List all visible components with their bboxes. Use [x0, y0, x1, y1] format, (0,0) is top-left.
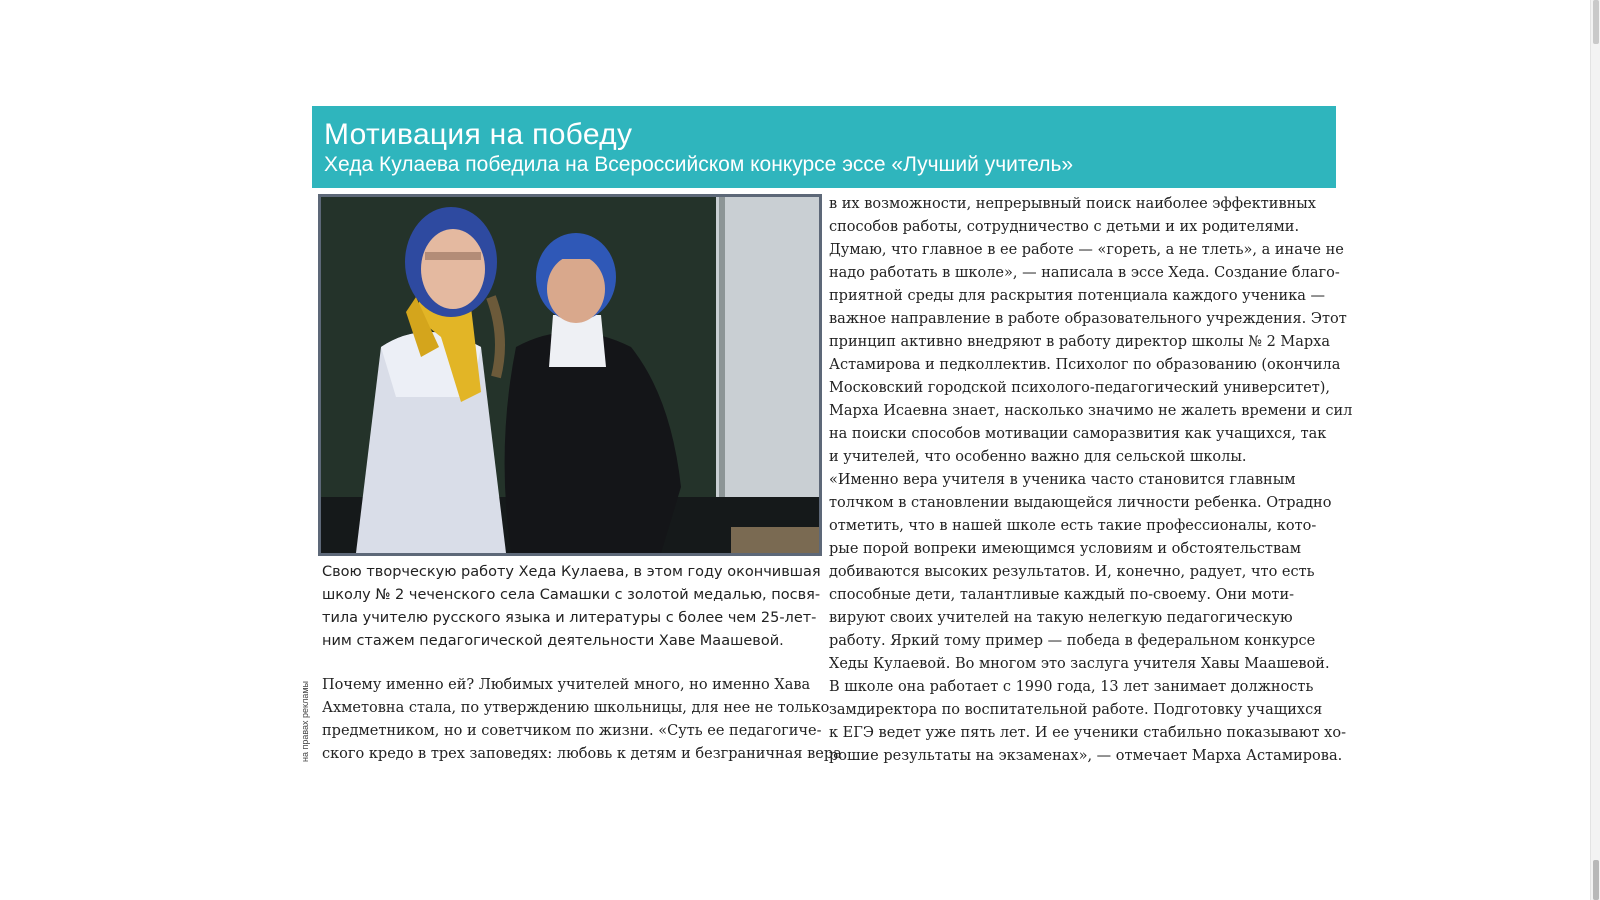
text-line: и учителей, что особенно важно для сельской школы. [829, 449, 1247, 465]
text-line: на поиски способов мотивации саморазвития как учащихся, так [829, 426, 1327, 442]
text-line: Ахметовна стала, по утверждению школьницы, для нее не только [322, 700, 830, 716]
text-line: замдиректора по воспитательной работе. Подготовку учащихся [829, 702, 1323, 718]
article-subtitle: Хеда Кулаева победила на Всероссийском конкурсе эссе «Лучший учитель» [324, 153, 1074, 176]
advertising-note: на правах рекламы [300, 680, 310, 762]
text-line: ского кредо в трех заповедях: любовь к детям и безграничная вера [322, 746, 842, 762]
header-band [312, 106, 1336, 188]
left-column-text [322, 674, 842, 766]
right-column-text [829, 193, 1353, 768]
text-line: отметить, что в нашей школе есть такие профессионалы, кото- [829, 518, 1317, 534]
text-line: Марха Исаевна знает, насколько значимо не жалеть времени и сил [829, 403, 1353, 419]
text-line: надо работать в школе», — написала в эссе Хеда. Создание благо- [829, 265, 1340, 281]
article-title: Мотивация на победу [324, 118, 633, 151]
text-line: рые порой вопреки имеющимся условиям и обстоятельствам [829, 541, 1302, 557]
text-line: к ЕГЭ ведет уже пять лет. И ее ученики стабильно показывают хо- [829, 725, 1346, 741]
text-line: предметником, но и советчиком по жизни. «Суть ее педагогиче- [322, 723, 822, 739]
text-line: Думаю, что главное в ее работе — «гореть, а не тлеть», а иначе не [829, 242, 1344, 258]
page-scrollbar[interactable] [1590, 0, 1600, 900]
text-line: Хеды Кулаевой. Во многом это заслуга учителя Хавы Маашевой. [829, 656, 1330, 672]
text-line: работу. Яркий тому пример — победа в федеральном конкурсе [829, 633, 1316, 649]
text-line: рошие результаты на экзаменах», — отмечает Марха Астамирова. [829, 748, 1343, 764]
text-line: добиваются высоких результатов. И, конечно, радует, что есть [829, 564, 1315, 580]
scrollbar-thumb[interactable] [1593, 0, 1599, 44]
caption-line: ним стажем педагогической деятельности Хаве Маашевой. [322, 633, 784, 649]
text-line: Московский городской психолого-педагогический университет), [829, 380, 1331, 396]
photo-illustration [321, 197, 819, 553]
text-line: В школе она работает с 1990 года, 13 лет занимает должность [829, 679, 1314, 695]
text-line: способные дети, талантливые каждый по-своему. Они моти- [829, 587, 1295, 603]
scrollbar-thumb-lower[interactable] [1593, 860, 1599, 900]
text-line: толчком в становлении выдающейся личности ребенка. Отрадно [829, 495, 1332, 511]
text-line: приятной среды для раскрытия потенциала каждого ученика — [829, 288, 1326, 304]
text-line: важное направление в работе образовательного учреждения. Этот [829, 311, 1347, 327]
text-line: принцип активно внедряют в работу директор школы № 2 Марха [829, 334, 1330, 350]
text-line: в их возможности, непрерывный поиск наиболее эффективных [829, 196, 1316, 212]
photo-caption [322, 561, 822, 653]
text-line: вируют своих учителей на такую нелегкую педагогическую [829, 610, 1293, 626]
article-photo [318, 194, 822, 556]
text-line: Астамирова и педколлектив. Психолог по образованию (окончила [829, 357, 1341, 373]
caption-line: Свою творческую работу Хеда Кулаева, в этом году окончившая [322, 564, 821, 580]
caption-line: школу № 2 чеченского села Самашки с золотой медалью, посвя- [322, 587, 821, 603]
text-line: способов работы, сотрудничество с детьми и их родителями. [829, 219, 1300, 235]
text-line: «Именно вера учителя в ученика часто становится главным [829, 472, 1296, 488]
caption-line: тила учителю русского языка и литературы с более чем 25-лет- [322, 610, 817, 626]
text-line: Почему именно ей? Любимых учителей много, но именно Хава [322, 677, 811, 693]
